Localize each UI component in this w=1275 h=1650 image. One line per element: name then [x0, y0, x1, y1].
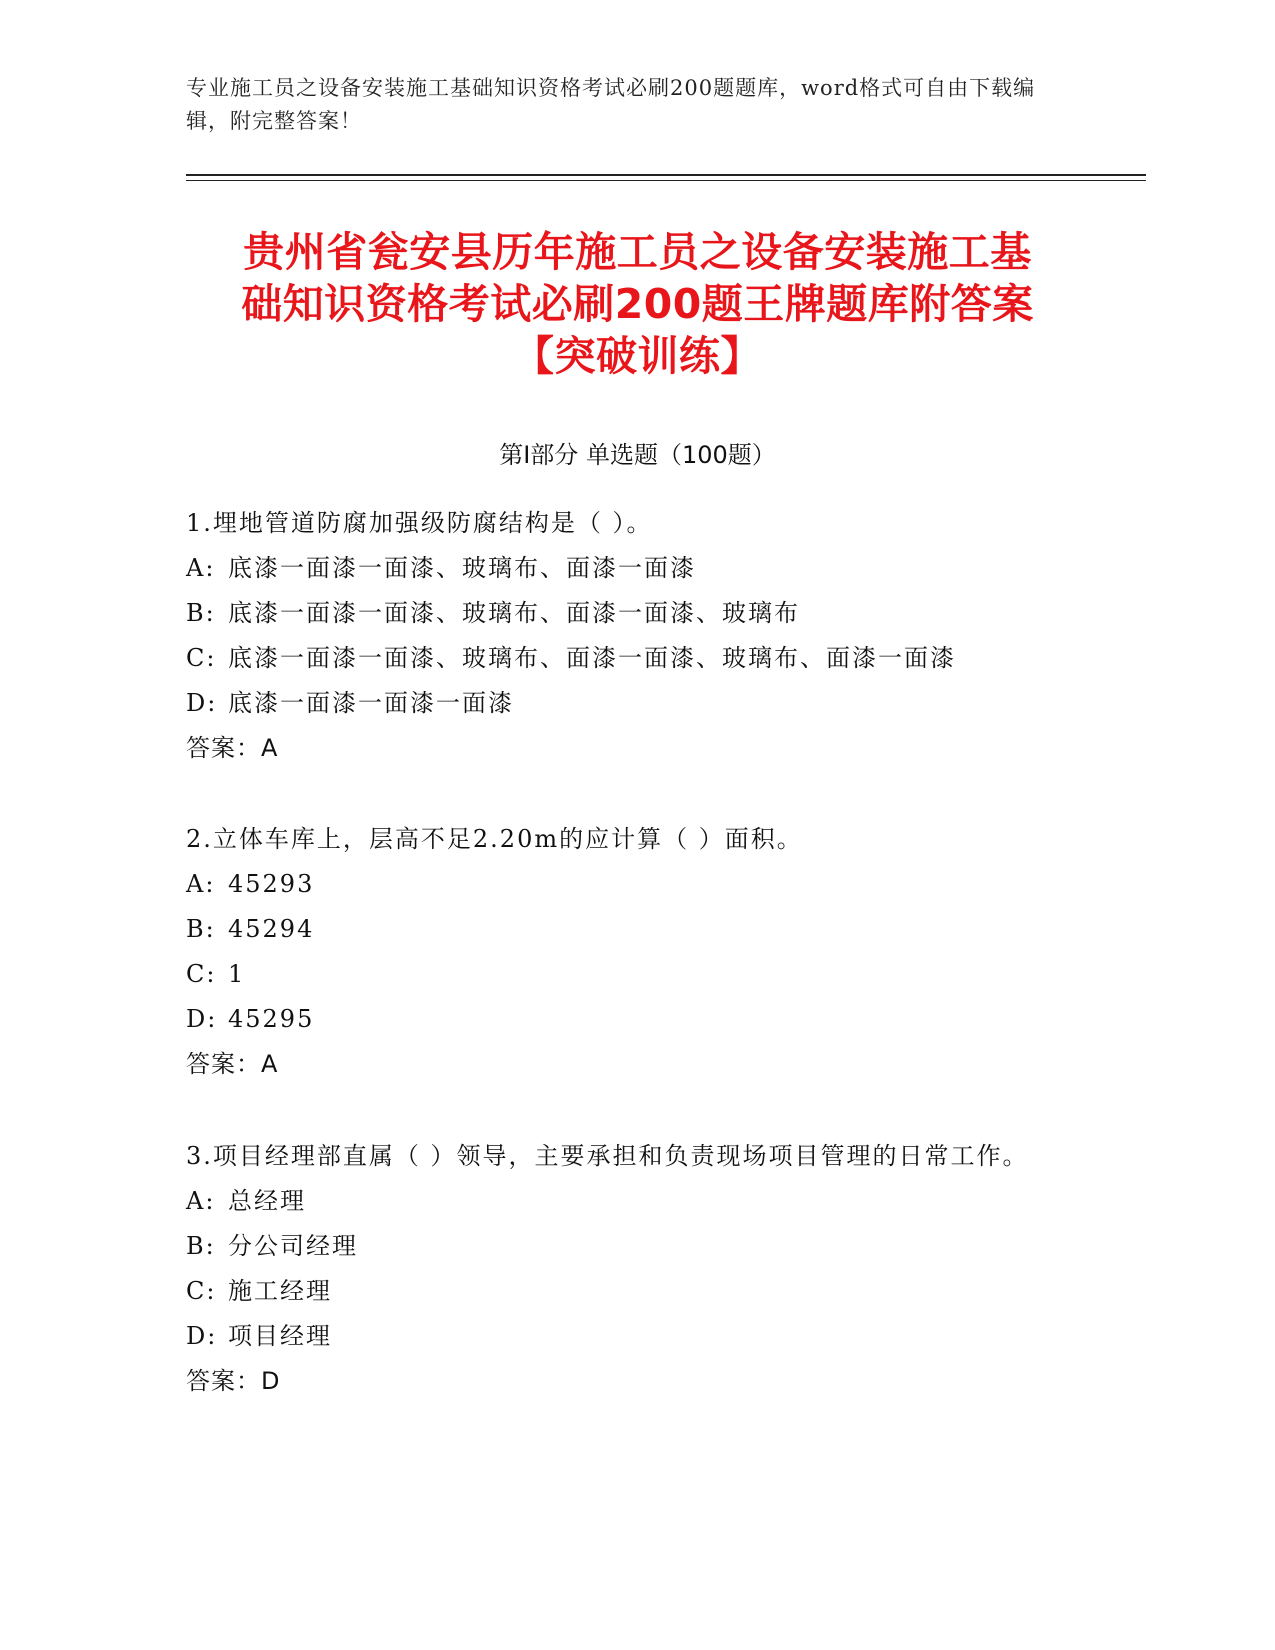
header-divider-thick — [186, 174, 1146, 176]
option-d — [186, 681, 1066, 726]
option-text: 总经理 — [228, 1187, 306, 1215]
question-stem: 2.立体车库上，层高不足2.20m的应计算（ ）面积。 — [186, 825, 803, 853]
option-key: B: — [186, 1232, 216, 1260]
option-key: D: — [186, 1005, 218, 1033]
option-key: A: — [186, 554, 216, 582]
question-stem: 1.埋地管道防腐加强级防腐结构是（ ）。 — [186, 509, 653, 537]
section-heading: 第Ⅰ部分 单选题（100题） — [499, 441, 776, 469]
option-text: 分公司经理 — [228, 1232, 358, 1260]
answer: 答案：A — [186, 734, 279, 762]
option-key: C: — [186, 960, 217, 988]
option-text: 底漆一面漆一面漆、玻璃布、面漆一面漆、玻璃布 — [228, 599, 800, 627]
document-title-line-1: 贵州省瓮安县历年施工员之设备安装施工基 — [243, 228, 1032, 276]
option-text: 45294 — [228, 915, 315, 943]
option-key: C: — [186, 1277, 217, 1305]
header-note: 专业施工员之设备安装施工基础知识资格考试必刷200题题库，word格式可自由下载编辑，附完整答案！ — [186, 76, 1036, 133]
option-key: B: — [186, 599, 216, 627]
option-key: D: — [186, 1322, 218, 1350]
option-c — [186, 952, 1066, 997]
option-key: A: — [186, 1187, 216, 1215]
option-text: 项目经理 — [228, 1322, 332, 1350]
answer: 答案：A — [186, 1050, 279, 1078]
option-text: 施工经理 — [228, 1277, 332, 1305]
document-title-line-2: 础知识资格考试必刷200题王牌题库附答案 — [241, 280, 1034, 328]
option-text: 1 — [228, 960, 246, 988]
option-b — [186, 591, 1066, 636]
option-a — [186, 862, 1066, 907]
document-title-line-3: 【突破训练】 — [513, 332, 762, 380]
option-key: A: — [186, 870, 216, 898]
answer: 答案：D — [186, 1367, 281, 1395]
header-divider-thin — [186, 180, 1146, 181]
option-a — [186, 1179, 1066, 1224]
option-d — [186, 997, 1066, 1042]
option-d — [186, 1314, 1066, 1359]
question-1 — [186, 501, 1066, 771]
question-stem: 3.项目经理部直属（ ）领导，主要承担和负责现场项目管理的日常工作。 — [186, 1142, 1029, 1170]
option-text: 45295 — [228, 1005, 315, 1033]
option-b — [186, 1224, 1066, 1269]
question-2 — [186, 817, 1066, 1087]
question-3 — [186, 1134, 1066, 1404]
option-c — [186, 1269, 1066, 1314]
option-key: B: — [186, 915, 216, 943]
document-title — [180, 226, 1095, 382]
option-text: 45293 — [228, 870, 315, 898]
option-a — [186, 546, 1066, 591]
option-key: C: — [186, 644, 217, 672]
option-text: 底漆一面漆一面漆、玻璃布、面漆一面漆、玻璃布、面漆一面漆 — [228, 644, 956, 672]
option-text: 底漆一面漆一面漆一面漆 — [228, 689, 514, 717]
option-c — [186, 636, 1066, 681]
option-b — [186, 907, 1066, 952]
option-key: D: — [186, 689, 218, 717]
option-text: 底漆一面漆一面漆、玻璃布、面漆一面漆 — [228, 554, 696, 582]
